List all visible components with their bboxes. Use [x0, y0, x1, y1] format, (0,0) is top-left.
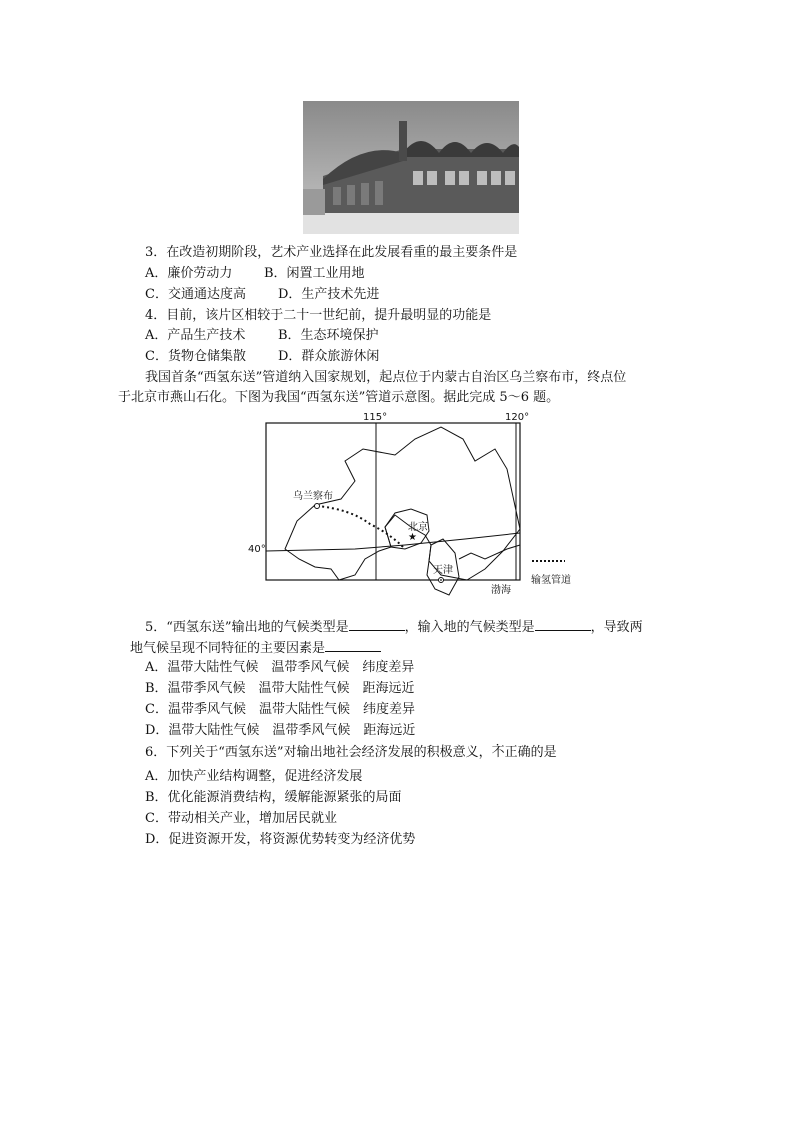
q5-stem-line-1 [145, 618, 643, 637]
q5-option-c: C．温带季风气候 温带大陆性气候 纬度差异 [145, 702, 415, 717]
intro-line-1: 我国首条“西氢东送”管道纳入国家规划，起点位于内蒙古自治区乌兰察布市，终点位 [145, 370, 627, 385]
lon-115-label: 115° [363, 412, 388, 423]
q5-stem-b: ，输入地的气候类型是 [404, 620, 535, 635]
q5-blank-2 [535, 618, 591, 631]
q6-option-c: C．带动相关产业，增加居民就业 [145, 811, 337, 826]
q5-stem-line2-text: 地气候呈现不同特征的主要因素是 [130, 641, 326, 656]
pipeline-map [245, 409, 595, 609]
q6-option-d: D．促进资源开发，将资源优势转变为经济优势 [145, 832, 416, 847]
ulanqab-marker [315, 504, 320, 509]
q3-stem: 3．在改造初期阶段，艺术产业选择在此发展看重的最主要条件是 [145, 245, 518, 260]
q5-option-a: A．温带大陆性气候 温带季风气候 纬度差异 [145, 660, 415, 675]
lon-120-label: 120° [505, 412, 530, 423]
ulanqab-label: 乌兰察布 [293, 491, 333, 502]
q6-stem-emphasis: 不 [491, 745, 505, 760]
q6-option-b: B．优化能源消费结构，缓解能源紧张的局面 [145, 790, 402, 805]
q5-blank-3 [325, 639, 381, 652]
tianjin-label: 天津 [433, 565, 453, 576]
q3-option-a: A．廉价劳动力 [145, 266, 233, 281]
q5-stem-a: 5．“西氢东送”输出地的气候类型是 [145, 620, 349, 635]
q5-option-d: D．温带大陆性气候 温带季风气候 距海远近 [145, 723, 416, 738]
q6-option-a: A．加快产业结构调整，促进经济发展 [145, 769, 363, 784]
q4-option-d: D．群众旅游休闲 [278, 349, 380, 364]
q5-blank-1 [349, 618, 405, 631]
q5-stem-c: ，导致两 [590, 620, 643, 635]
q4-option-c: C．货物仓储集散 [145, 349, 246, 364]
bohai-label: 渤海 [491, 585, 511, 596]
legend-pipeline-label: 输氢管道 [531, 575, 571, 586]
q3-option-c: C．交通通达度高 [145, 287, 246, 302]
q6-stem-post: 正确的是 [504, 745, 557, 760]
q4-stem: 4．目前，该片区相较于二十一世纪前，提升最明显的功能是 [145, 308, 492, 323]
q4-option-b: B．生态环境保护 [278, 328, 379, 343]
q6-stem [145, 744, 557, 762]
q4-option-a: A．产品生产技术 [145, 328, 246, 343]
intro-line-2: 于北京市燕山石化。下图为我国“西氢东送”管道示意图。据此完成 5～6 题。 [118, 390, 560, 405]
lat-40-label: 40° [248, 544, 266, 555]
q5-option-b: B．温带季风气候 温带大陆性气候 距海远近 [145, 681, 415, 696]
q6-stem-pre: 6．下列关于“西氢东送”对输出地社会经济发展的积极意义， [145, 745, 492, 760]
beijing-label: 北京 [408, 522, 428, 533]
q3-option-b: B．闲置工业用地 [264, 266, 365, 281]
tianjin-marker-dot [440, 579, 442, 581]
q3-option-d: D．生产技术先进 [278, 287, 380, 302]
q5-stem-line-2 [130, 639, 381, 658]
beijing-star-icon: ★ [408, 532, 417, 543]
factory-photo [303, 101, 519, 234]
